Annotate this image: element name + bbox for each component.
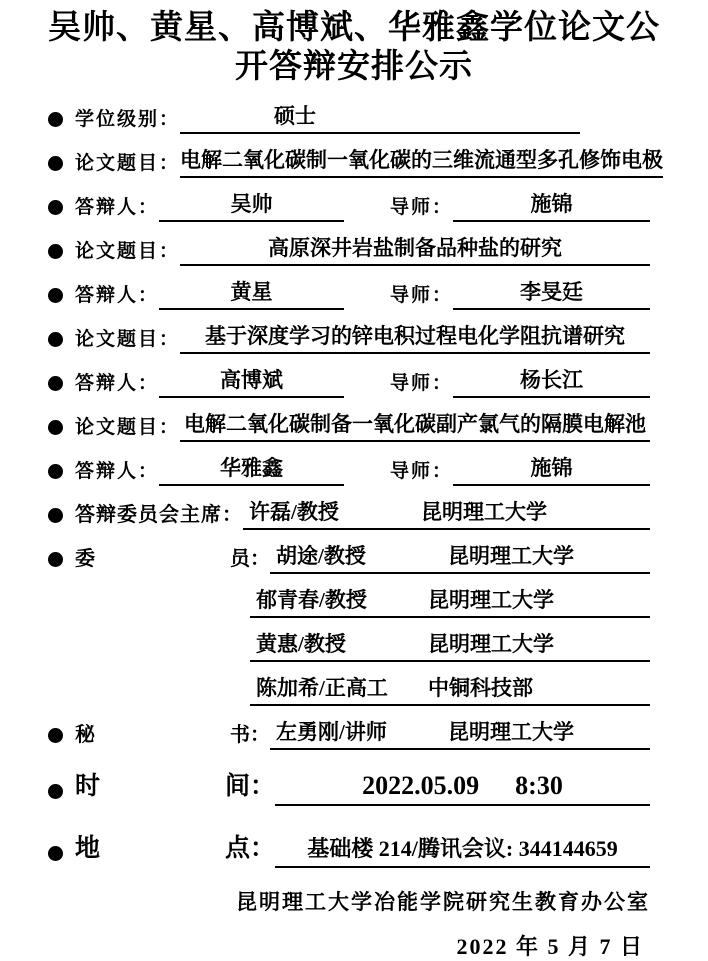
member-person: 陈加希/正高工 xyxy=(256,675,388,700)
member-affiliation: 中铜科技部 xyxy=(428,675,533,700)
defender-row xyxy=(48,452,650,486)
committee-member-underline xyxy=(250,628,650,662)
defender-name-underline: 黄星 xyxy=(159,276,344,310)
bullet-icon xyxy=(48,288,63,303)
secretary-label-left: 秘 xyxy=(75,723,95,746)
committee-member-underline xyxy=(270,540,650,574)
bullet-icon xyxy=(48,156,63,171)
thesis-label: 论文题目： xyxy=(75,240,181,262)
bullet-icon xyxy=(48,376,63,391)
degree-label: 学位级别： xyxy=(75,108,181,130)
member-affiliation: 昆明理工大学 xyxy=(428,631,554,656)
defense-date: 2022.05.09 xyxy=(362,770,480,800)
committee-chair-row xyxy=(48,496,650,530)
committee-member-row xyxy=(250,628,650,662)
time-label-left: 时 xyxy=(75,772,101,800)
committee-member-row xyxy=(250,672,650,706)
bullet-icon xyxy=(48,508,63,523)
page-title-line1: 吴帅、黄星、高博斌、华雅鑫学位论文公 xyxy=(48,8,660,45)
place-label xyxy=(75,828,275,868)
thesis-label: 论文题目： xyxy=(75,328,181,350)
defender-label: 答辩人： xyxy=(75,284,160,306)
committee-member-row xyxy=(48,540,650,574)
committee-member-label xyxy=(75,542,270,574)
secretary-label-right: 书： xyxy=(230,723,270,746)
defender-row xyxy=(48,188,650,222)
time-underline xyxy=(275,771,650,806)
thesis-row xyxy=(48,320,650,354)
defender-name-underline: 吴帅 xyxy=(159,188,344,222)
bullet-icon xyxy=(48,846,63,861)
committee-member-row xyxy=(250,584,650,618)
defender-row xyxy=(48,364,650,398)
member-label-left: 委 xyxy=(75,547,95,570)
footer-office: 昆明理工大学冶能学院研究生教育办公室 xyxy=(236,889,650,914)
bullet-icon xyxy=(48,552,63,567)
bullet-icon xyxy=(48,244,63,259)
place-row xyxy=(48,828,650,868)
advisor-name-underline: 施锦 xyxy=(453,452,650,486)
advisor-name-underline: 杨长江 xyxy=(453,364,650,398)
time-row xyxy=(48,766,650,806)
place-underline: 基础楼 214/腾讯会议: 344144659 xyxy=(275,832,650,868)
secretary-label xyxy=(75,718,270,750)
thesis-title-underline: 基于深度学习的锌电积过程电化学阻抗谱研究 xyxy=(180,320,650,354)
thesis-label: 论文题目： xyxy=(75,152,181,174)
advisor-label: 导师： xyxy=(390,284,454,306)
bullet-icon xyxy=(48,420,63,435)
advisor-name-underline: 李旻廷 xyxy=(453,276,650,310)
secretary-underline xyxy=(270,716,650,750)
member-affiliation: 昆明理工大学 xyxy=(428,587,554,612)
member-person: 郁青春/教授 xyxy=(256,587,367,612)
page-title-line2: 开答辩安排公示 xyxy=(235,46,473,84)
bullet-icon xyxy=(48,464,63,479)
thesis-title-underline: 高原深井岩盐制备品种盐的研究 xyxy=(180,232,650,266)
place-label-left: 地 xyxy=(75,834,101,862)
chair-person: 许磊/教授 xyxy=(249,499,339,524)
footer-date: 2022 年 5 月 7 日 xyxy=(456,933,644,959)
bullet-icon xyxy=(48,200,63,215)
advisor-label: 导师： xyxy=(390,196,454,218)
bullet-icon xyxy=(48,332,63,347)
advisor-name-underline: 施锦 xyxy=(453,188,650,222)
time-label-right: 间： xyxy=(224,772,275,800)
degree-row xyxy=(48,100,650,134)
page-title xyxy=(20,8,688,86)
time-label xyxy=(75,766,275,806)
committee-chair-label: 答辩委员会主席： xyxy=(75,503,243,526)
member-person: 黄惠/教授 xyxy=(256,631,346,656)
bullet-icon xyxy=(48,728,63,743)
thesis-row xyxy=(48,144,664,178)
defender-label: 答辩人： xyxy=(75,460,160,482)
secretary-person: 左勇刚/讲师 xyxy=(276,719,387,744)
thesis-title-underline: 电解二氧化碳制一氧化碳的三维流通型多孔修饰电极 xyxy=(180,144,663,178)
thesis-row xyxy=(48,232,650,266)
defense-time: 8:30 xyxy=(515,770,563,800)
member-affiliation: 昆明理工大学 xyxy=(448,543,574,568)
defender-name-underline: 高博斌 xyxy=(159,364,344,398)
thesis-label: 论文题目： xyxy=(75,416,181,438)
secretary-row xyxy=(48,716,650,750)
advisor-label: 导师： xyxy=(390,460,454,482)
thesis-title-underline: 电解二氧化碳制备一氧化碳副产氯气的隔膜电解池 xyxy=(180,408,650,442)
bullet-icon xyxy=(48,784,63,799)
defender-name-underline: 华雅鑫 xyxy=(159,452,344,486)
place-label-right: 点： xyxy=(224,834,275,862)
committee-member-underline xyxy=(250,672,650,706)
degree-value-underline: 硕士 xyxy=(180,100,580,134)
bullet-icon xyxy=(48,112,63,127)
committee-chair-underline xyxy=(243,496,650,530)
defender-label: 答辩人： xyxy=(75,196,160,218)
member-label-right: 员： xyxy=(230,547,270,570)
committee-member-underline xyxy=(250,584,650,618)
advisor-label: 导师： xyxy=(390,372,454,394)
member-person: 胡途/教授 xyxy=(276,543,366,568)
chair-affiliation: 昆明理工大学 xyxy=(421,499,547,524)
defender-label: 答辩人： xyxy=(75,372,160,394)
thesis-row xyxy=(48,408,650,442)
defender-row xyxy=(48,276,650,310)
secretary-affiliation: 昆明理工大学 xyxy=(448,719,574,744)
